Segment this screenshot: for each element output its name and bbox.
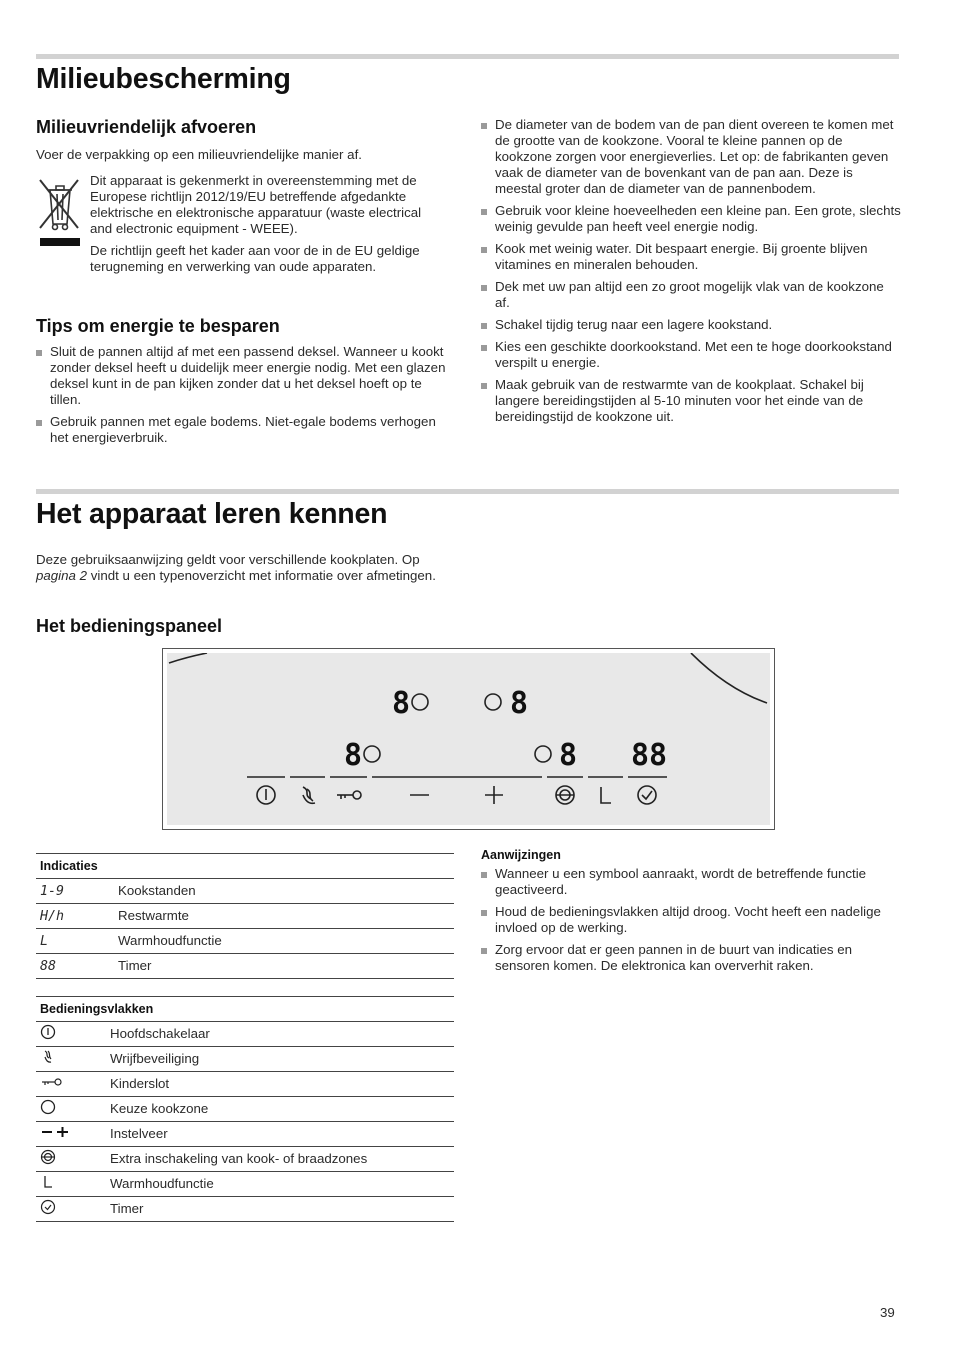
minus-plus-icon — [36, 1122, 106, 1147]
list-item: Kook met weinig water. Dit bespaart energie. Bij groente blijven vitamines en mineralen behouden. — [481, 241, 901, 273]
keep-warm-icon — [36, 1172, 106, 1197]
multi-zone-icon — [36, 1147, 106, 1172]
list-item: Kies een geschikte doorkookstand. Met een te hoge doorkookstand verspilt u energie. — [481, 339, 901, 371]
timer-icon — [36, 1197, 106, 1222]
subheading-energie: Tips om energie te besparen — [36, 316, 280, 336]
control-label: Extra inschakeling van kook- of braadzones — [106, 1147, 454, 1172]
indicator-label: Kookstanden — [114, 879, 454, 904]
indicator-symbol: 1-9 — [36, 879, 114, 904]
keep-warm-icon — [601, 787, 611, 803]
table-row — [36, 1022, 454, 1047]
list-item: De diameter van de bodem van de pan dient overeen te komen met de grootte van de kookzone. Vooral te kleine pannen op de kookzone zorgen voor energieverlies. Let op: de fabrikanten geven vaak de diameter van de bovenkant van de pan aan. Deze is meestal groter dan de diameter van de pannenbodem. — [481, 117, 901, 197]
page-number: 39 — [880, 1305, 895, 1320]
apparaat-intro: Deze gebruiksaanwijzing geldt voor verschillende kookplaten. Op pagina 2 vindt u een typenoverzicht met informatie over afmetingen. — [36, 552, 436, 583]
bedieningsvlakken-table — [36, 996, 454, 1222]
zone-display-digit: 8 — [392, 686, 411, 721]
control-panel-illustration — [162, 648, 775, 830]
table-row — [36, 1122, 454, 1147]
list-item: Gebruik pannen met egale bodems. Niet-egale bodems verhogen het energieverbruik. — [36, 414, 456, 446]
power-icon — [36, 1022, 106, 1047]
table-row — [36, 929, 454, 954]
table-row — [36, 1172, 454, 1197]
table-row — [36, 1097, 454, 1122]
weee-paragraph-1: Dit apparaat is gekenmerkt in overeenstemming met de Europese richtlijn 2012/19/EU betreffende afgedankte elektrische en elektronische apparatuur (waste electrical and electronic equipment - WEEE). — [90, 173, 422, 236]
aanwijzingen-header: Aanwijzingen — [481, 848, 561, 862]
wipe-protection-icon — [36, 1047, 106, 1072]
page-reference-link[interactable]: pagina 2 — [36, 568, 88, 583]
control-label: Warmhoudfunctie — [106, 1172, 454, 1197]
control-label: Timer — [106, 1197, 454, 1222]
indicator-symbol: H/h — [36, 904, 114, 929]
zone-display-digit: 8 — [559, 738, 578, 773]
zone-select-circle — [364, 746, 380, 762]
table-header: Bedieningsvlakken — [36, 997, 454, 1022]
table-row — [36, 1147, 454, 1172]
circle-icon — [36, 1097, 106, 1122]
table-row — [36, 1197, 454, 1222]
table-row — [36, 1047, 454, 1072]
control-label: Hoofdschakelaar — [106, 1022, 454, 1047]
control-panel-graphic — [167, 653, 770, 825]
control-label: Keuze kookzone — [106, 1097, 454, 1122]
timer-icon — [638, 786, 656, 804]
section-title-apparaat: Het apparaat leren kennen — [36, 498, 388, 530]
indicator-symbol: 88 — [36, 954, 114, 979]
control-label: Kinderslot — [106, 1072, 454, 1097]
subheading-afvoeren: Milieuvriendelijk afvoeren — [36, 117, 257, 137]
indicator-label: Timer — [114, 954, 454, 979]
zone-display-digit: 8 — [344, 738, 363, 773]
table-row — [36, 954, 454, 979]
table-row — [36, 1072, 454, 1097]
timer-display-digits: 88 — [631, 738, 668, 773]
energy-tips-left — [36, 344, 456, 446]
section-rule-middle — [36, 489, 899, 494]
list-item: Schakel tijdig terug naar een lagere kookstand. — [481, 317, 901, 333]
subheading-bedieningspaneel: Het bedieningspaneel — [36, 616, 223, 636]
afvoeren-intro: Voer de verpakking op een milieuvriendelijke manier af. — [36, 147, 362, 162]
indicator-label: Warmhoudfunctie — [114, 929, 454, 954]
list-item: Dek met uw pan altijd een zo groot mogelijk vlak van de kookzone af. — [481, 279, 901, 311]
energy-tips-right — [481, 117, 901, 425]
zone-select-circle — [412, 694, 428, 710]
control-label: Instelveer — [106, 1122, 454, 1147]
aanwijzingen-list — [481, 866, 901, 974]
list-item: Sluit de pannen altijd af met een passend deksel. Wanneer u kookt zonder deksel heeft u duidelijk meer energie nodig. Met een glazen deksel kunt in de pan kijken zonder dat u het deksel hoeft op te tillen. — [36, 344, 456, 408]
list-item: Houd de bedieningsvlakken altijd droog. Vocht heeft een nadelige invloed op de werking. — [481, 904, 901, 936]
key-icon — [337, 791, 361, 799]
multi-zone-icon — [556, 786, 574, 804]
zone-display-digit: 8 — [510, 686, 529, 721]
weee-bin-icon — [38, 176, 80, 248]
wipe-protection-icon — [303, 787, 315, 803]
key-icon — [36, 1072, 106, 1097]
table-row — [36, 879, 454, 904]
list-item: Zorg ervoor dat er geen pannen in de buurt van indicaties en sensoren komen. De elektronica kan oververhit raken. — [481, 942, 901, 974]
zone-select-circle — [535, 746, 551, 762]
table-header: Indicaties — [36, 854, 454, 879]
weee-paragraph-2: De richtlijn geeft het kader aan voor de in de EU geldige terugneming en verwerking van oude apparaten. — [90, 243, 420, 274]
indicator-symbol: L — [36, 929, 114, 954]
list-item: Wanneer u een symbool aanraakt, wordt de betreffende functie geactiveerd. — [481, 866, 901, 898]
section-title-milieubescherming: Milieubescherming — [36, 63, 291, 95]
table-row — [36, 904, 454, 929]
indicator-label: Restwarmte — [114, 904, 454, 929]
control-label: Wrijfbeveiliging — [106, 1047, 454, 1072]
zone-select-circle — [485, 694, 501, 710]
section-rule-top — [36, 54, 899, 59]
indicaties-table — [36, 853, 454, 979]
list-item: Gebruik voor kleine hoeveelheden een kleine pan. Een grote, slechts weinig gevulde pan heeft veel energie nodig. — [481, 203, 901, 235]
list-item: Maak gebruik van de restwarmte van de kookplaat. Schakel bij langere bereidingstijden al 5-10 minuten voor het einde van de bereidingstijd de kookzone uit. — [481, 377, 901, 425]
